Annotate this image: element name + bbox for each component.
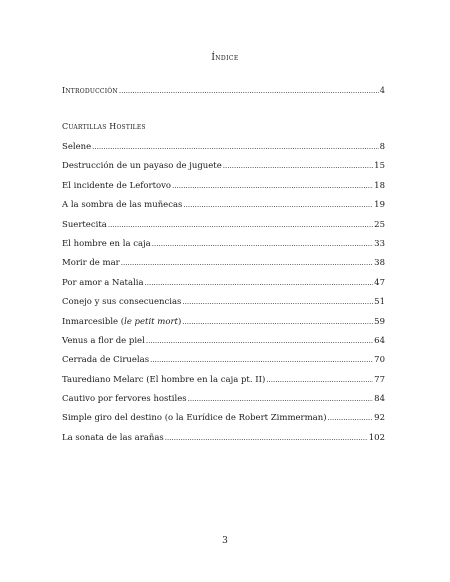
section-heading: Cuartillas Hostiles [62, 122, 146, 131]
toc-entry-label: Suertecita [62, 219, 107, 230]
toc-entry-page: 70 [374, 355, 385, 366]
toc-entry-label: Cautivo por fervores hostiles [62, 394, 187, 405]
toc-entry [62, 220, 385, 239]
toc-entry-label: Venus a flor de piel [62, 335, 145, 346]
toc-entry [62, 355, 385, 374]
dot-leader [150, 356, 373, 364]
toc-entry-page: 84 [374, 394, 385, 405]
dot-leader [183, 201, 373, 209]
toc-entry-label: A la sombra de las muñecas [62, 200, 183, 211]
toc-entry-page: 59 [374, 316, 385, 327]
toc-entry-label: Por amor a Natalia [62, 277, 144, 288]
toc-entry [62, 258, 385, 277]
toc-entry-label-text: ) [177, 316, 182, 327]
toc-entry [62, 433, 385, 452]
toc-entry-page: 25 [374, 219, 385, 230]
dot-leader [223, 162, 373, 170]
toc-entry-page: 64 [374, 335, 385, 346]
dot-leader [328, 414, 374, 422]
dot-leader [172, 182, 373, 190]
page-number: 3 [222, 536, 228, 546]
dot-leader [92, 143, 378, 151]
toc-entry-label: La sonata de las arañas [62, 432, 164, 443]
toc-entry-page: 51 [374, 297, 385, 308]
toc-entry-label: El incidente de Lefortovo [62, 180, 172, 191]
toc-entry-label: Introducción [62, 86, 118, 95]
toc-entry-label-text: Inmarcesible ( [62, 316, 125, 327]
toc-entry [62, 413, 385, 432]
toc-entry [62, 142, 385, 161]
toc-entry [62, 239, 385, 258]
toc-entry-introduction [62, 86, 385, 95]
toc-list [62, 142, 385, 452]
toc-entry-page: 38 [374, 258, 385, 269]
dot-leader [165, 434, 368, 442]
dot-leader [108, 221, 373, 229]
dot-leader [188, 395, 374, 403]
dot-leader [121, 259, 373, 267]
toc-entry-page: 8 [379, 142, 385, 152]
toc-entry-page: 18 [374, 180, 385, 191]
dot-leader [182, 298, 373, 306]
toc-entry-page: 4 [379, 86, 385, 95]
toc-entry [62, 278, 385, 297]
toc-entry-page: 102 [368, 432, 385, 443]
toc-entry-page: 33 [374, 238, 385, 249]
toc-entry-label: Selene [62, 142, 92, 152]
index-title: Índice [211, 53, 239, 63]
toc-entry [62, 297, 385, 316]
toc-entry [62, 181, 385, 200]
dot-leader [145, 279, 374, 287]
dot-leader [146, 337, 373, 345]
toc-entry-label: Morir de mar [62, 258, 120, 269]
toc-entry [62, 161, 385, 180]
toc-entry [62, 336, 385, 355]
toc-entry-label-italic: le petit mort [124, 316, 178, 327]
toc-entry-label: El hombre en la caja [62, 238, 151, 249]
toc-entry-label: Taurediano Melarc (El hombre en la caja pt. II) [62, 374, 266, 385]
toc-entry-label: Destrucción de un payaso de juguete [62, 161, 222, 172]
dot-leader [182, 318, 373, 326]
toc-entry [62, 317, 385, 336]
toc-entry-page: 15 [374, 161, 385, 172]
toc-entry-label: Simple giro del destino (o la Eurídice de Robert Zimmerman) [62, 413, 327, 424]
dot-leader [119, 87, 379, 95]
toc-entry [62, 200, 385, 219]
toc-entry [62, 375, 385, 394]
toc-entry [62, 394, 385, 413]
toc-entry-label [62, 317, 181, 327]
toc-entry-page: 47 [374, 277, 385, 288]
toc-entry-label: Cerrada de Ciruelas [62, 355, 150, 366]
dot-leader [152, 240, 373, 248]
dot-leader [266, 376, 373, 384]
toc-entry-page: 92 [374, 413, 385, 424]
toc-entry-page: 77 [374, 374, 385, 385]
toc-entry-label: Conejo y sus consecuencias [62, 297, 182, 308]
toc-entry-page: 19 [374, 200, 385, 211]
